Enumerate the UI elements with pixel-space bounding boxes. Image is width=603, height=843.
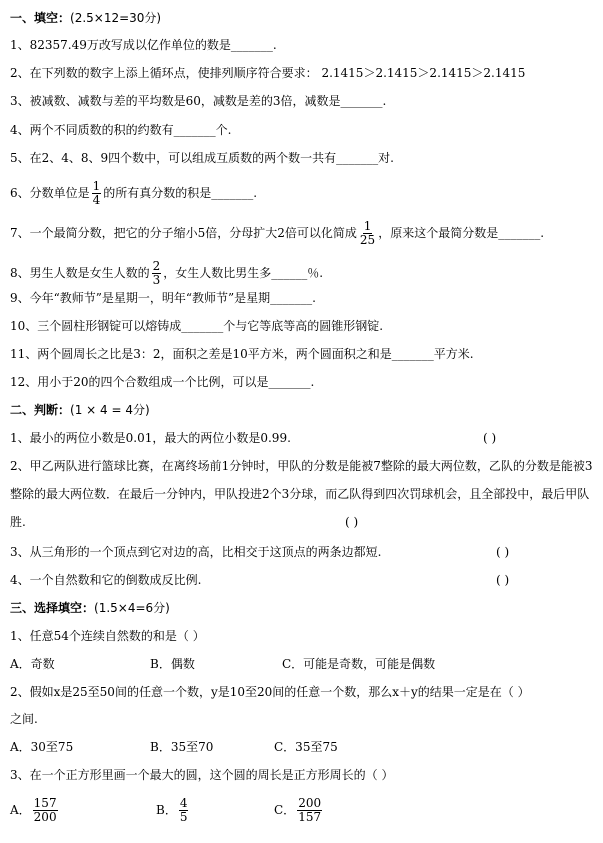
fill-question-6: 6、分数单位是 $\frac{1}{4}$ 的所有真分数的积是_______.	[10, 179, 258, 207]
fill-question-2: 2、在下列数的数字上添上循环点，使排列顺序符合要求： 2.1415＞2.1415＞2.1415＞2.1415	[10, 66, 526, 80]
choice-q1-option-a[interactable]: A．奇数	[10, 657, 55, 671]
fill-question-9: 9、今年“教师节”是星期一，明年“教师节”是星期_______.	[10, 291, 316, 305]
choice-q3-option-a[interactable]: A． $\frac{157}{200}$	[10, 796, 57, 824]
fill-question-4: 4、两个不同质数的积的约数有_______个.	[10, 123, 232, 137]
judge-answer-2[interactable]: ( )	[345, 515, 359, 529]
fill-question-1: 1、82357.49万改写成以亿作单位的数是_______.	[10, 38, 277, 52]
judge-question-1: 1、最小的两位小数是0.01，最大的两位小数是0.99.	[10, 431, 291, 445]
choice-question-3: 3、在一个正方形里画一个最大的圆，这个圆的周长是正方形周长的（ ）	[10, 768, 394, 782]
judge-question-3: 3、从三角形的一个顶点到它对边的高，比相交于这顶点的两条边都短.	[10, 545, 382, 559]
judge-question-4: 4、一个自然数和它的倒数成反比例.	[10, 573, 202, 587]
choice-q2-options	[10, 739, 338, 755]
choice-question-2-cont: 之间.	[10, 712, 38, 726]
fraction-two-thirds: $\frac{2}{3}$	[152, 259, 161, 287]
judge-answer-4[interactable]: ( )	[496, 573, 510, 587]
fill-question-3: 3、被减数、减数与差的平均数是60，减数是差的3倍，减数是_______.	[10, 94, 387, 108]
choice-q2-option-a[interactable]: A．30至75	[10, 740, 74, 754]
choice-q1-option-c[interactable]: C．可能是奇数，可能是偶数	[282, 657, 436, 671]
judge-answer-3[interactable]: ( )	[496, 545, 510, 559]
judge-answer-1[interactable]: ( )	[483, 431, 497, 445]
fill-question-12: 12、用小于20的四个合数组成一个比例，可以是_______.	[10, 375, 315, 389]
fill-question-10: 10、三个圆柱形钢锭可以熔铸成_______个与它等底等高的圆锥形钢锭.	[10, 319, 384, 333]
choice-q1-option-b[interactable]: B．偶数	[150, 657, 195, 671]
fill-question-7: 7、一个最简分数，把它的分子缩小5倍，分母扩大2倍可以化简成 $\frac{1}{25}$ ，原来这个最简分数是_______.	[10, 219, 545, 247]
fraction-one-25th: $\frac{1}{25}$	[359, 219, 376, 247]
choice-q1-options	[10, 656, 435, 672]
section-title-choice: 三、选择填空：(1.5×4=6分)	[10, 601, 170, 615]
choice-q2-option-b[interactable]: B．35至70	[150, 740, 214, 754]
choice-question-2: 2、假如x是25至50间的任意一个数，y是10至20间的任意一个数，那么x＋y的结果一定是在（ ）	[10, 685, 530, 699]
fill-question-5: 5、在2、4、8、9四个数中，可以组成互质数的两个数一共有_______对.	[10, 151, 394, 165]
choice-q3-options	[10, 797, 324, 824]
choice-question-1: 1、任意54个连续自然数的和是（ ）	[10, 629, 205, 643]
choice-q3-option-b[interactable]: B． $\frac{4}{5}$	[156, 796, 188, 824]
fill-question-8: 8、男生人数是女生人数的 $\frac{2}{3}$ ，女生人数比男生多______％.	[10, 259, 324, 287]
section-title-judge: 二、判断：(1 × 4 = 4分)	[10, 403, 150, 417]
choice-q2-option-c[interactable]: C．35至75	[274, 740, 338, 754]
choice-q3-option-c[interactable]: C． $\frac{200}{157}$	[274, 796, 322, 824]
section-title-fill: 一、填空：(2.5×12=30分)	[10, 11, 162, 25]
fraction-one-quarter: $\frac{1}{4}$	[92, 179, 101, 207]
judge-question-2: 2、甲乙两队进行篮球比赛，在离终场前1分钟时，甲队的分数是能被7整除的最大两位数，乙队的分数是能被3整除的最大两位数．在最后一分钟内，甲队投进2个3分球，而乙队得到四次罚球机会，且全部投中，最后甲队胜.	[10, 459, 593, 529]
fill-question-11: 11、两个圆周长之比是3：2，面积之差是10平方米，两个圆面积之和是_______平方米.	[10, 347, 474, 361]
